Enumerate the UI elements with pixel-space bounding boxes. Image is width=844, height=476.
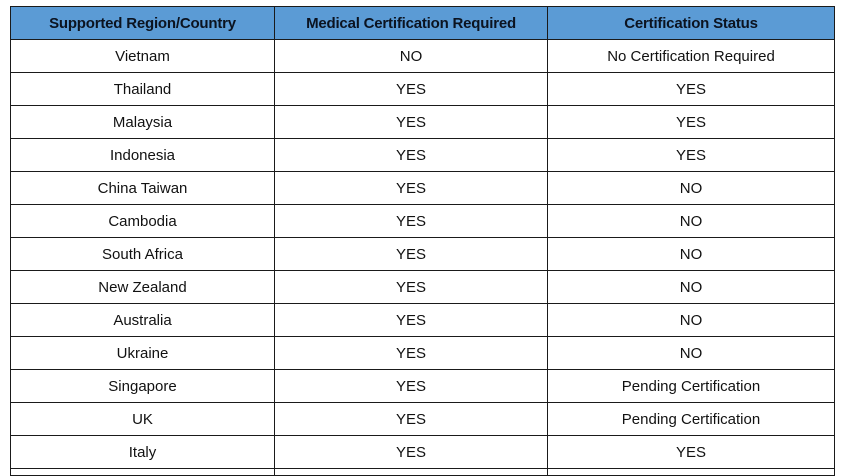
region-cell: China Taiwan: [11, 172, 275, 205]
medical-required-cell: YES: [275, 205, 548, 238]
certification-status-cell: YES: [548, 106, 835, 139]
table-row: [11, 205, 835, 238]
table-row: [11, 40, 835, 73]
medical-required-cell: YES: [275, 139, 548, 172]
header-certification-status: Certification Status: [548, 7, 835, 40]
header-region-country: Supported Region/Country: [11, 7, 275, 40]
certification-status-cell: Pending Certification: [548, 370, 835, 403]
medical-required-cell: YES: [275, 304, 548, 337]
table-body: [11, 40, 835, 476]
medical-required-cell: YES: [275, 73, 548, 106]
region-cell-empty: [11, 469, 275, 476]
certification-status-cell: NO: [548, 304, 835, 337]
table-row: [11, 403, 835, 436]
region-cell: Malaysia: [11, 106, 275, 139]
certification-table: [10, 6, 835, 476]
region-cell: Cambodia: [11, 205, 275, 238]
certification-status-cell-empty: [548, 469, 835, 476]
table-row: [11, 370, 835, 403]
medical-required-cell: YES: [275, 271, 548, 304]
region-cell: Australia: [11, 304, 275, 337]
table-row: [11, 172, 835, 205]
certification-status-cell: NO: [548, 172, 835, 205]
medical-required-cell: YES: [275, 106, 548, 139]
medical-required-cell: YES: [275, 238, 548, 271]
certification-status-cell: NO: [548, 238, 835, 271]
region-cell: Indonesia: [11, 139, 275, 172]
region-cell: UK: [11, 403, 275, 436]
medical-required-cell: YES: [275, 403, 548, 436]
medical-required-cell: YES: [275, 337, 548, 370]
certification-status-cell: Pending Certification: [548, 403, 835, 436]
certification-status-cell: YES: [548, 436, 835, 469]
region-cell: New Zealand: [11, 271, 275, 304]
medical-required-cell: YES: [275, 172, 548, 205]
region-cell: Thailand: [11, 73, 275, 106]
header-row: [11, 7, 835, 40]
table-row: [11, 73, 835, 106]
table-row: [11, 436, 835, 469]
region-cell: Italy: [11, 436, 275, 469]
certification-status-cell: YES: [548, 73, 835, 106]
certification-table-container: [10, 6, 834, 476]
medical-required-cell: YES: [275, 370, 548, 403]
region-cell: Singapore: [11, 370, 275, 403]
certification-status-cell: NO: [548, 337, 835, 370]
table-row: [11, 238, 835, 271]
table-row-partial: [11, 469, 835, 476]
table-row: [11, 337, 835, 370]
table-row: [11, 271, 835, 304]
table-row: [11, 304, 835, 337]
certification-status-cell: NO: [548, 271, 835, 304]
header-medical-certification-required: Medical Certification Required: [275, 7, 548, 40]
table-row: [11, 139, 835, 172]
table-row: [11, 106, 835, 139]
region-cell: South Africa: [11, 238, 275, 271]
certification-status-cell: YES: [548, 139, 835, 172]
medical-required-cell: YES: [275, 436, 548, 469]
certification-status-cell: NO: [548, 205, 835, 238]
medical-required-cell-empty: [275, 469, 548, 476]
certification-status-cell: No Certification Required: [548, 40, 835, 73]
region-cell: Vietnam: [11, 40, 275, 73]
table-header: [11, 7, 835, 40]
medical-required-cell: NO: [275, 40, 548, 73]
region-cell: Ukraine: [11, 337, 275, 370]
